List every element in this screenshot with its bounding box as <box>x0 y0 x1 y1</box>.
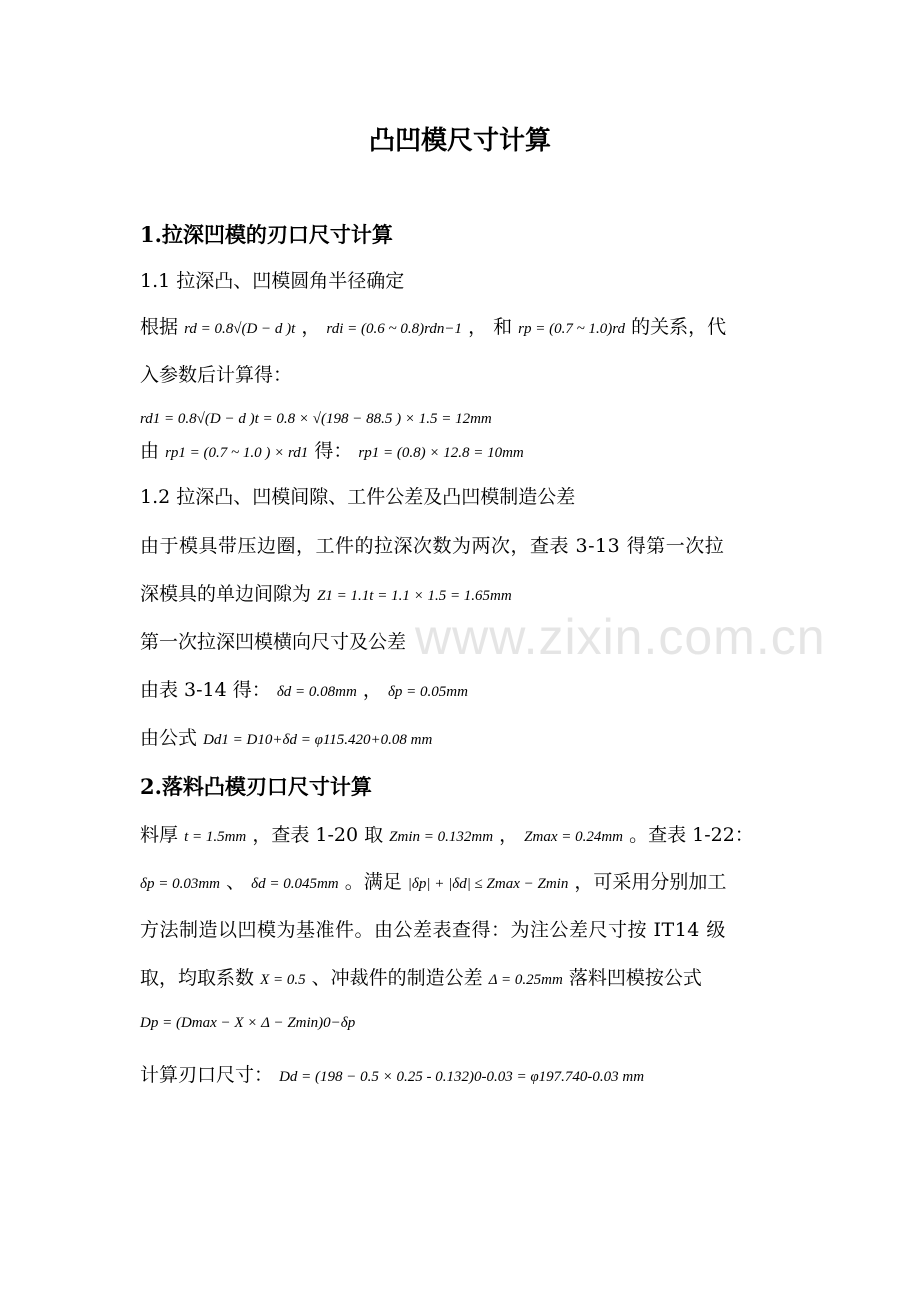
paragraph-text: 由于模具带压边圈，工件的拉深次数为两次，查表 3-13 得第一次拉 <box>140 535 725 557</box>
paragraph-text: 、冲裁件的制造公差 <box>311 967 483 989</box>
paragraph-text: 入参数后计算得： <box>140 364 293 386</box>
equation-dp: Dp = (Dmax − X × Δ − Zmin)0−δp <box>140 1015 356 1031</box>
paragraph-text: 根据 <box>140 316 179 338</box>
paragraph-text: 落料凹模按公式 <box>568 967 702 989</box>
paragraph-text: 取，均取系数 <box>140 967 255 989</box>
formula-rp1-range: rp1 = (0.7 ~ 1.0 ) × rd1 <box>165 445 309 461</box>
formula-dd: Dd = (198 − 0.5 × 0.25 - 0.132)0-0.03 = φ197.740-0.03 mm <box>279 1069 645 1085</box>
paragraph-clearance <box>140 585 512 604</box>
paragraph-text: 由 <box>140 440 160 462</box>
formula-x: X = 0.5 <box>260 972 306 988</box>
paragraph-text: 。查表 1-22： <box>629 824 754 846</box>
formula-delta: Δ = 0.25mm <box>488 972 563 988</box>
paragraph-text: ，可采用分别加工 <box>574 871 727 893</box>
formula-delta-p: δp = 0.05mm <box>387 684 468 700</box>
equation-rd1: rd1 = 0.8√(D − d )t = 0.8 × √(198 − 88.5 ) × 1.5 = 12mm <box>140 411 492 427</box>
formula-delta-d: δd = 0.08mm <box>276 684 357 700</box>
paragraph-dd1 <box>140 729 432 748</box>
formula-delta-p-value: δp = 0.03mm <box>140 876 221 892</box>
formula-rp1-value: rp1 = (0.8) × 12.8 = 10mm <box>358 445 524 461</box>
paragraph-result <box>140 1066 644 1085</box>
paragraph-text: 。满足 <box>344 871 402 893</box>
equation-rp1 <box>140 442 524 461</box>
document-title: 凸凹模尺寸计算 <box>368 126 551 156</box>
paragraph-text: 深模具的单边间隙为 <box>140 583 312 605</box>
paragraph-radius-formula <box>140 318 726 337</box>
formula-dd1: Dd1 = D10+δd = φ115.420+0.08 mm <box>203 732 433 748</box>
paragraph-thickness <box>140 826 754 845</box>
formula-delta-d-value: δd = 0.045mm <box>251 876 339 892</box>
paragraph-text: 由表 3-14 得： <box>140 679 271 701</box>
paragraph-tolerance <box>140 681 468 700</box>
paragraph-text: 方法制造以凹模为基准件。由公差表查得：为注公差尺寸按 IT14 级 <box>140 919 726 941</box>
paragraph-text: ， <box>362 679 382 701</box>
paragraph-text: 、 <box>226 871 246 893</box>
watermark: www.zixin.com.cn <box>415 609 826 665</box>
paragraph-text: 计算刃口尺寸： <box>140 1064 274 1086</box>
formula-condition: |δp| + |δd| ≤ Zmax − Zmin <box>407 876 569 892</box>
paragraph-text: ， <box>301 316 321 338</box>
paragraph-text: ， 和 <box>468 316 513 338</box>
paragraph-text: ，查表 1-20 取 <box>252 824 384 846</box>
formula-zmax: Zmax = 0.24mm <box>524 829 624 845</box>
formula-z1: Z1 = 1.1t = 1.1 × 1.5 = 1.65mm <box>317 588 512 604</box>
formula-zmin: Zmin = 0.132mm <box>389 829 494 845</box>
paragraph-text: ， <box>499 824 519 846</box>
formula-rdi: rdi = (0.6 ~ 0.8)rdn−1 <box>326 321 463 337</box>
paragraph-coefficient <box>140 969 702 988</box>
section-heading-1: 1.拉深凹模的刃口尺寸计算 <box>140 222 393 247</box>
formula-rd: rd = 0.8√(D − d )t <box>184 321 296 337</box>
paragraph-text: 由公式 <box>140 727 198 749</box>
paragraph-text: 得： <box>314 440 353 462</box>
formula-rp: rp = (0.7 ~ 1.0)rd <box>518 321 626 337</box>
paragraph-text: 的关系，代 <box>631 316 727 338</box>
paragraph-text: 第一次拉深凹模横向尺寸及公差 <box>140 631 407 653</box>
paragraph-text: 料厚 <box>140 824 179 846</box>
subsection-heading-1-2: 1.2 拉深凸、凹模间隙、工件公差及凸凹模制造公差 <box>140 486 576 508</box>
paragraph-condition <box>140 873 726 892</box>
subsection-heading-1-1: 1.1 拉深凸、凹模圆角半径确定 <box>140 270 405 292</box>
section-heading-2: 2.落料凸模刃口尺寸计算 <box>140 774 372 799</box>
formula-t: t = 1.5mm <box>184 829 247 845</box>
